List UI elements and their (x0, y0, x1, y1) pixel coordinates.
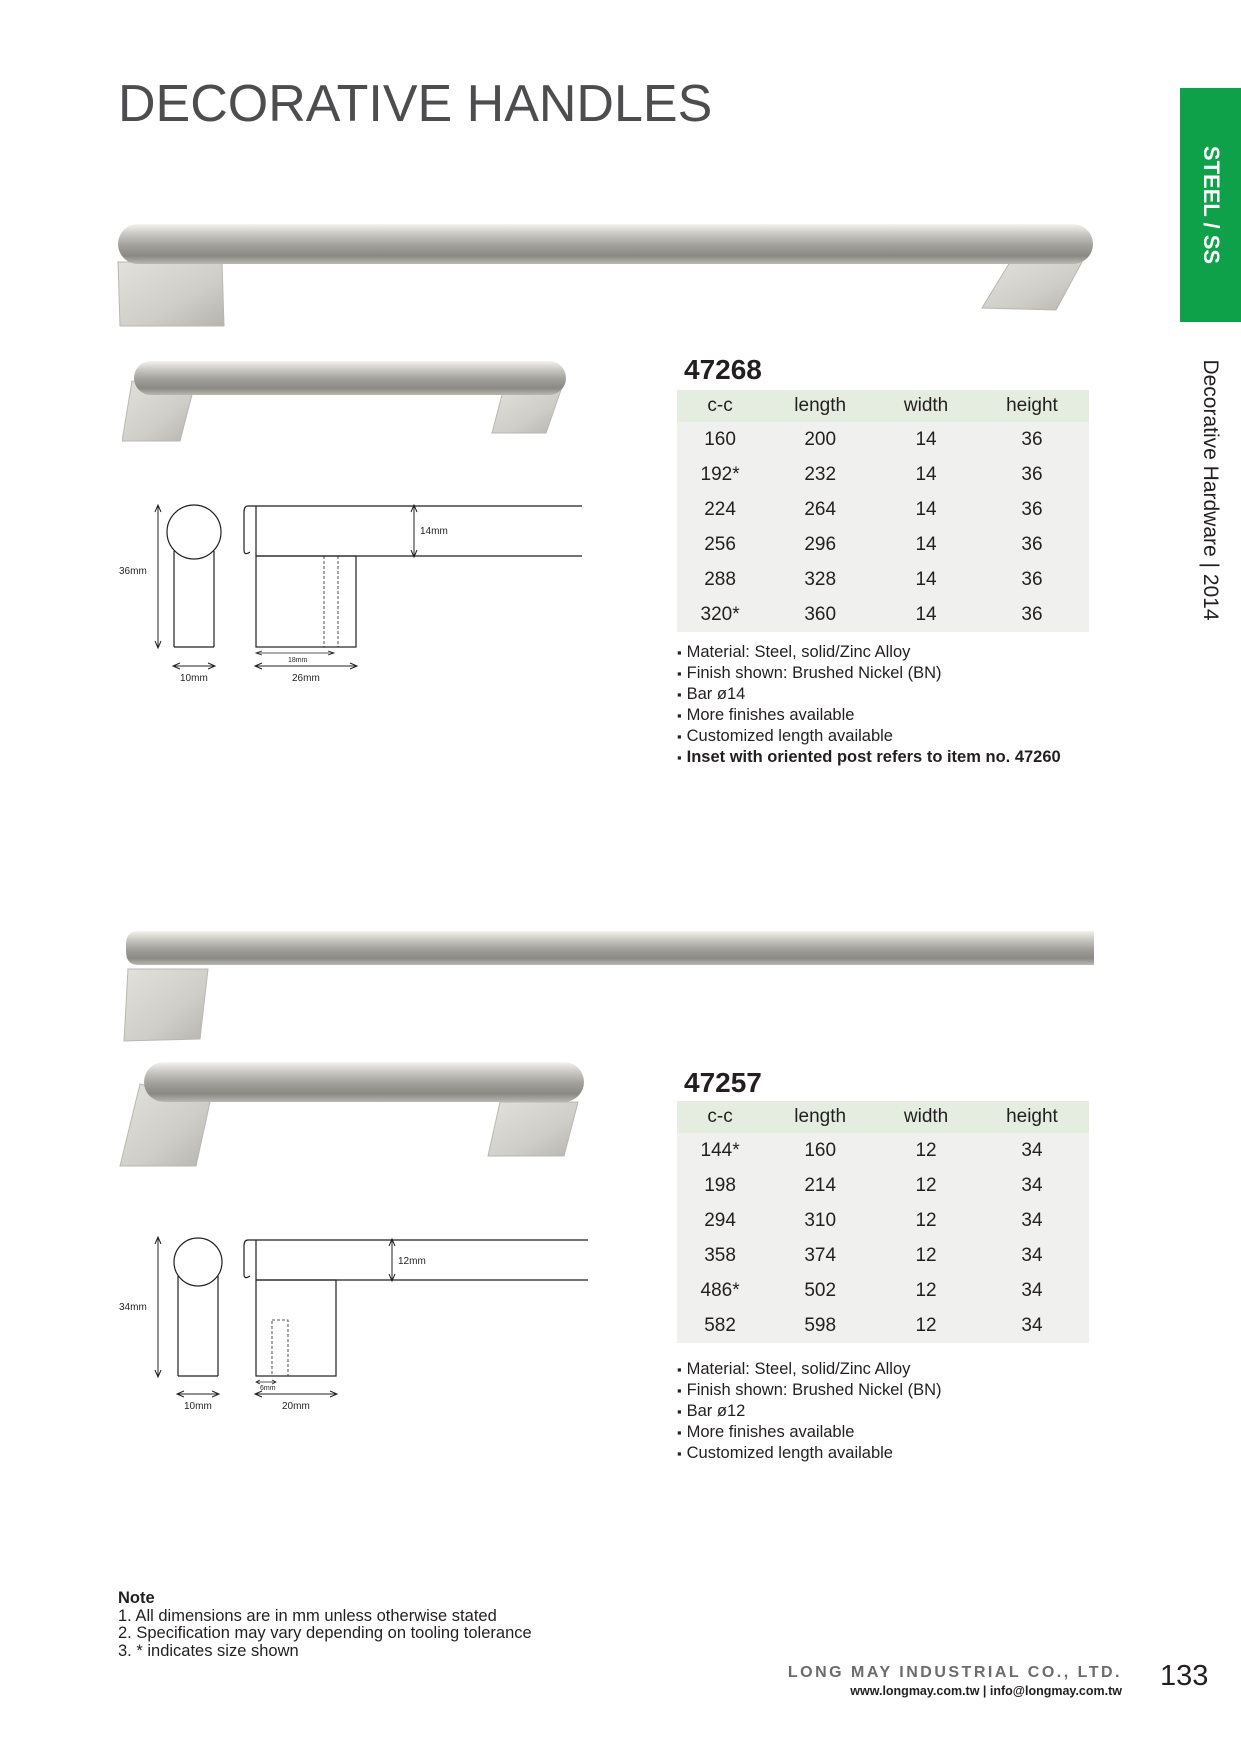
column-header: length (763, 390, 877, 422)
table-cell: 192* (677, 457, 763, 492)
feature-item: ▪ Bar ø14 (677, 684, 1061, 705)
table-cell: 320* (677, 597, 763, 632)
page-title: DECORATIVE HANDLES (118, 75, 713, 133)
post-width-label: 10mm (184, 1401, 212, 1412)
table-row (677, 562, 1089, 597)
table-cell: 12 (877, 1308, 975, 1343)
table-cell: 144* (677, 1133, 763, 1168)
table-cell: 34 (975, 1133, 1089, 1168)
table-row (677, 457, 1089, 492)
table-cell: 34 (975, 1308, 1089, 1343)
table-row (677, 527, 1089, 562)
table-row (677, 1308, 1089, 1343)
column-header: width (877, 1101, 975, 1133)
table-row (677, 1133, 1089, 1168)
table-cell: 310 (763, 1203, 877, 1238)
table-cell: 160 (677, 422, 763, 457)
height-label: 36mm (119, 566, 147, 577)
table-cell: 582 (677, 1308, 763, 1343)
dimension-drawing-47257 (112, 1230, 602, 1420)
spec-table-47257 (677, 1101, 1089, 1343)
company-contact: www.longmay.com.tw | info@longmay.com.tw (850, 1684, 1122, 1698)
base-width-label: 26mm (292, 673, 320, 684)
table-cell: 198 (677, 1168, 763, 1203)
feature-item: ▪ Customized length available (677, 726, 1061, 747)
column-header: height (975, 390, 1089, 422)
note-title: Note (118, 1589, 155, 1607)
inset-label: 18mm (288, 657, 308, 664)
feature-item: ▪ Finish shown: Brushed Nickel (BN) (677, 1380, 942, 1401)
table-row (677, 1273, 1089, 1308)
section-tab-label: STEEL / SS (1198, 145, 1224, 265)
product-photo-large-47257 (120, 925, 1095, 1045)
catalog-caption (1190, 355, 1230, 625)
table-cell: 200 (763, 422, 877, 457)
table-cell: 328 (763, 562, 877, 597)
column-header: length (763, 1101, 877, 1133)
table-cell: 360 (763, 597, 877, 632)
table-cell: 12 (877, 1133, 975, 1168)
column-header: width (877, 390, 975, 422)
table-row (677, 1203, 1089, 1238)
table-cell: 36 (975, 422, 1089, 457)
table-cell: 288 (677, 562, 763, 597)
table-cell: 36 (975, 457, 1089, 492)
table-cell: 36 (975, 597, 1089, 632)
bar-diameter-label: 14mm (420, 526, 448, 537)
table-cell: 374 (763, 1238, 877, 1273)
table-cell: 12 (877, 1168, 975, 1203)
table-cell: 160 (763, 1133, 877, 1168)
feature-item: ▪ Customized length available (677, 1443, 942, 1464)
table-row (677, 1168, 1089, 1203)
table-row (677, 597, 1089, 632)
feature-list-47257 (677, 1359, 942, 1464)
column-header: height (975, 1101, 1089, 1133)
table-cell: 12 (877, 1238, 975, 1273)
product-code: 47257 (684, 1067, 762, 1098)
table-row (677, 1238, 1089, 1273)
table-cell: 12 (877, 1273, 975, 1308)
table-row (677, 492, 1089, 527)
table-cell: 502 (763, 1273, 877, 1308)
catalog-caption-label: Decorative Hardware | 2014 (1199, 359, 1222, 621)
post-width-label: 10mm (180, 673, 208, 684)
table-header-row (677, 390, 1089, 422)
feature-item: ▪ Material: Steel, solid/Zinc Alloy (677, 1359, 942, 1380)
product-code: 47268 (684, 354, 762, 385)
table-cell: 214 (763, 1168, 877, 1203)
spec-table-47268 (677, 390, 1089, 632)
table-cell: 256 (677, 527, 763, 562)
table-cell: 224 (677, 492, 763, 527)
table-cell: 14 (877, 562, 975, 597)
table-cell: 598 (763, 1308, 877, 1343)
base-width-label: 20mm (282, 1401, 310, 1412)
column-header: c-c (677, 390, 763, 422)
table-cell: 12 (877, 1203, 975, 1238)
page-number: 133 (1160, 1660, 1209, 1692)
table-row (677, 422, 1089, 457)
note-item: 3. * indicates size shown (118, 1641, 299, 1660)
feature-item: ▪ Material: Steel, solid/Zinc Alloy (677, 642, 1061, 663)
feature-item: ▪ More finishes available (677, 705, 1061, 726)
product-photo-small-47268 (122, 357, 572, 445)
feature-item: ▪ Bar ø12 (677, 1401, 942, 1422)
table-cell: 36 (975, 492, 1089, 527)
company-name: LONG MAY INDUSTRIAL CO., LTD. (787, 1664, 1122, 1681)
table-cell: 486* (677, 1273, 763, 1308)
table-cell: 14 (877, 457, 975, 492)
table-cell: 36 (975, 562, 1089, 597)
note-item: 2. Specification may vary depending on tooling tolerance (118, 1624, 532, 1642)
table-cell: 358 (677, 1238, 763, 1273)
section-tab (1180, 88, 1241, 322)
feature-item: ▪ More finishes available (677, 1422, 942, 1443)
table-cell: 264 (763, 492, 877, 527)
table-cell: 14 (877, 527, 975, 562)
bar-diameter-label: 12mm (398, 1256, 426, 1267)
table-cell: 294 (677, 1203, 763, 1238)
product-photo-small-47257 (118, 1060, 590, 1170)
column-header: c-c (677, 1101, 763, 1133)
feature-item-bold: ▪ Inset with oriented post refers to item no. 47260 (677, 747, 1061, 768)
table-header-row (677, 1101, 1089, 1133)
table-cell: 34 (975, 1273, 1089, 1308)
table-cell: 14 (877, 597, 975, 632)
company-info (788, 1664, 1122, 1698)
product-photo-large-47268 (112, 218, 1097, 330)
inset-label: 6mm (260, 1385, 276, 1392)
table-cell: 36 (975, 527, 1089, 562)
feature-list-47268 (677, 642, 1061, 768)
table-cell: 232 (763, 457, 877, 492)
table-cell: 34 (975, 1203, 1089, 1238)
feature-item: ▪ Finish shown: Brushed Nickel (BN) (677, 663, 1061, 684)
height-label: 34mm (119, 1302, 147, 1313)
table-cell: 34 (975, 1238, 1089, 1273)
note-block (118, 1590, 532, 1660)
table-cell: 14 (877, 422, 975, 457)
dimension-drawing-47268 (112, 490, 602, 690)
table-cell: 296 (763, 527, 877, 562)
table-cell: 14 (877, 492, 975, 527)
note-item: 1. All dimensions are in mm unless otherwise stated (118, 1606, 497, 1625)
table-cell: 34 (975, 1168, 1089, 1203)
